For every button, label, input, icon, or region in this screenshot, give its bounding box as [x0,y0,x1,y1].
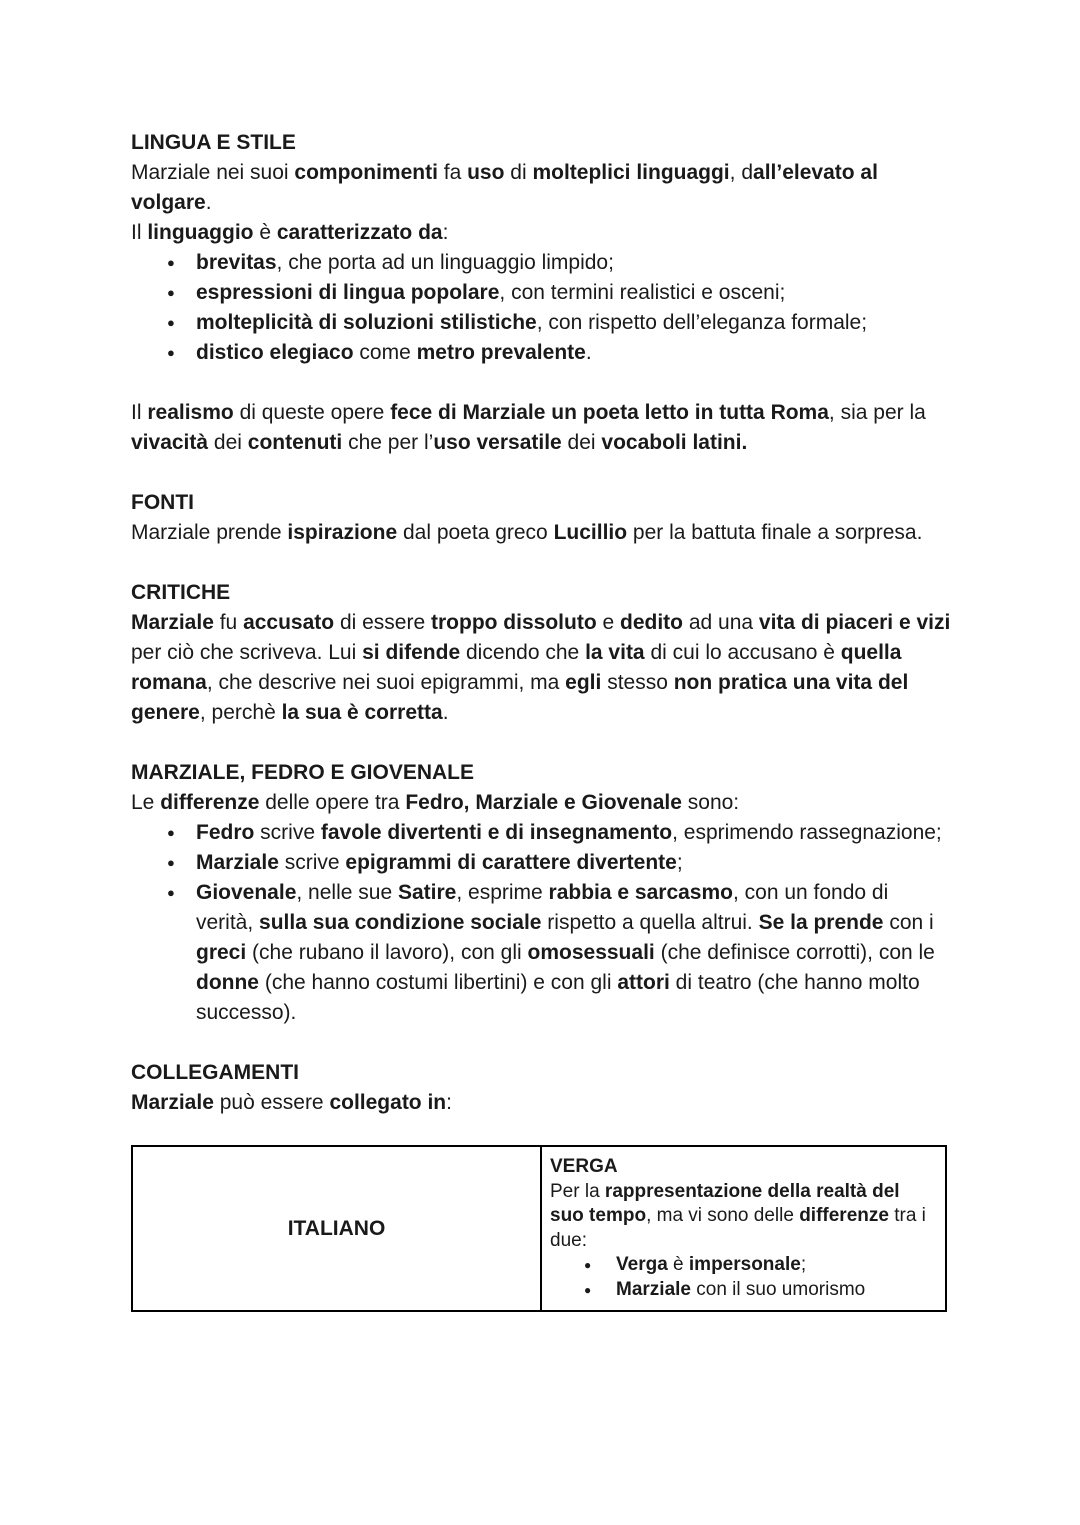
list-item: ● espressioni di lingua popolare, con termini realistici e osceni; [167,278,951,308]
bullet-list [131,818,951,1028]
bullet-list [550,1253,937,1302]
heading-critiche: CRITICHE [131,581,231,604]
table-cell-content [541,1146,946,1311]
paragraph: Le differenze delle opere tra Fedro, Marziale e Giovenale sono: [131,791,740,814]
document-page [131,128,951,1312]
list-item: ● Marziale con il suo umorismo [584,1278,937,1303]
list-item: ● Giovenale, nelle sue Satire, esprime rabbia e sarcasmo, con un fondo di verità, sulla sua condizione sociale rispetto a quella altrui. Se la prende con i greci (che rubano il lavoro), con gli omosessuali (che definisce corrotti), con le donne (che hanno costumi libertini) e con gli attori di teatro (che hanno molto successo). [167,878,951,1028]
paragraph: Marziale può essere collegato in: [131,1091,452,1114]
paragraph: Marziale fu accusato di essere troppo dissoluto e dedito ad una vita di piaceri e vizi per ciò che scriveva. Lui si difende dicendo che la vita di cui lo accusano è quella romana, che descrive nei suoi epigrammi, ma egli stesso non pratica una vita del genere, perchè la sua è corretta. [131,611,951,724]
table-cell-subject: ITALIANO [132,1146,541,1311]
list-item: ● Verga è impersonale; [584,1253,937,1278]
collegamenti-table [131,1145,947,1312]
table-row [132,1146,946,1311]
bullet-list [131,248,951,368]
heading-marziale-fedro-giovenale: MARZIALE, FEDRO E GIOVENALE [131,761,475,784]
paragraph: Il linguaggio è caratterizzato da: [131,221,449,244]
heading-collegamenti: COLLEGAMENTI [131,1061,299,1084]
list-item: ● molteplicità di soluzioni stilistiche, con rispetto dell’eleganza formale; [167,308,951,338]
heading-lingua-e-stile: LINGUA E STILE [131,131,296,154]
paragraph: Il realismo di queste opere fece di Marziale un poeta letto in tutta Roma, sia per la vivacità dei contenuti che per l’uso versatile dei vocaboli latini. [131,401,926,454]
list-item: ● Fedro scrive favole divertenti e di insegnamento, esprimendo rassegnazione; [167,818,951,848]
list-item: ● Marziale scrive epigrammi di carattere divertente; [167,848,951,878]
list-item: ● brevitas, che porta ad un linguaggio limpido; [167,248,951,278]
paragraph: Marziale prende ispirazione dal poeta greco Lucillio per la battuta finale a sorpresa. [131,521,923,544]
heading-fonti: FONTI [131,491,194,514]
list-item: ● distico elegiaco come metro prevalente. [167,338,951,368]
cell-text: Per la rappresentazione della realtà del suo tempo, ma vi sono delle differenze tra i due: [550,1180,926,1251]
paragraph: Marziale nei suoi componimenti fa uso di molteplici linguaggi, dall’elevato al volgare. [131,161,878,214]
cell-author-title: VERGA [550,1156,618,1177]
